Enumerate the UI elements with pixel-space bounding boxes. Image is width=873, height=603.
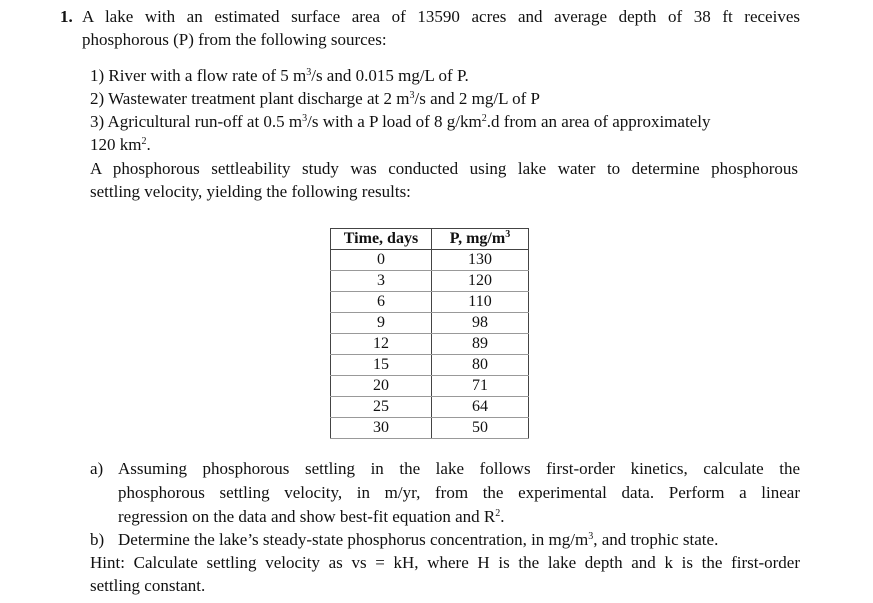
intro-line-1: A lake with an estimated surface area of 13590 acres and average depth of 38 ft receives [82,7,800,26]
hint-line-2: settling constant. [90,576,206,595]
question-b-text-a: Determine the lake’s steady-state phosphorus concentration, in mg/m [118,530,589,549]
source-3-area-text: 120 km [90,135,142,154]
problem-number [60,6,73,28]
table-header-row [331,229,529,250]
question-b-text-b: , and trophic state. [593,530,719,549]
table-row [331,418,529,439]
time-cell: 15 [331,355,432,376]
superscript-3: 3 [588,531,594,542]
time-cell: 12 [331,334,432,355]
intro-line-2: phosphorous (P) from the following sources: [82,30,387,49]
superscript-3: 3 [409,90,415,101]
time-cell: 3 [331,271,432,292]
source-2-text-b: /s and 2 mg/L of P [414,89,540,108]
time-cell: 30 [331,418,432,439]
superscript-3: 3 [302,113,308,124]
table-row [331,376,529,397]
p-cell: 130 [432,250,529,271]
header-p-label: P, mg/m [449,230,506,247]
time-cell: 6 [331,292,432,313]
settling-data-table [330,228,529,439]
question-b-label: b) [90,530,105,549]
superscript-3: 3 [306,67,312,78]
p-cell: 110 [432,292,529,313]
question-a-line-2: phosphorous settling velocity, in m/yr, from the experimental data. Perform a linear [118,483,800,502]
table-row [331,355,529,376]
question-a-line-1: Assuming phosphorous settling in the lake follows first-order kinetics, calculate the [118,459,800,478]
source-2-text-a: 2) Wastewater treatment plant discharge at 2 m [90,89,410,108]
hint-line-1: Hint: Calculate settling velocity as vs = kH, where H is the lake depth and k is the first-order [90,553,800,572]
question-a-label: a) [90,459,104,478]
source-1 [90,65,469,87]
table-row [331,292,529,313]
table-row [331,271,529,292]
source-2 [90,88,540,110]
p-cell: 98 [432,313,529,334]
time-cell: 9 [331,313,432,334]
p-cell: 80 [432,355,529,376]
problem-number-label: 1. [60,7,73,26]
header-p-superscript: 3 [505,229,511,240]
source-3-line-2 [90,134,151,156]
source-3-text-b: /s with a P load of 8 g/km [307,112,482,131]
source-3-line-1 [90,111,710,133]
p-cell: 120 [432,271,529,292]
header-time: Time, days [331,229,432,250]
time-cell: 25 [331,397,432,418]
superscript-2: 2 [141,136,147,147]
p-cell: 89 [432,334,529,355]
question-a-period: . [500,507,505,526]
table-row [331,334,529,355]
p-cell: 71 [432,376,529,397]
source-1-text-a: 1) River with a flow rate of 5 m [90,66,307,85]
study-line-1: A phosphorous settleability study was conducted using lake water to determine phosphorous [90,159,798,178]
table-row [331,313,529,334]
source-3-period: . [146,135,151,154]
p-cell: 64 [432,397,529,418]
table-row [331,397,529,418]
p-cell: 50 [432,418,529,439]
superscript-2: 2 [481,113,487,124]
question-b-line-1 [118,529,718,551]
time-cell: 0 [331,250,432,271]
question-a-line-3 [118,506,504,528]
question-a-line-3-text: regression on the data and show best-fit equation and R [118,507,496,526]
header-p [432,229,529,250]
source-3-text-c: .d from an area of approximately [486,112,711,131]
table-row [331,250,529,271]
superscript-2: 2 [495,508,501,519]
source-1-text-b: /s and 0.015 mg/L of P. [311,66,469,85]
time-cell: 20 [331,376,432,397]
study-line-2: settling velocity, yielding the following results: [90,182,411,201]
source-3-text-a: 3) Agricultural run-off at 0.5 m [90,112,303,131]
